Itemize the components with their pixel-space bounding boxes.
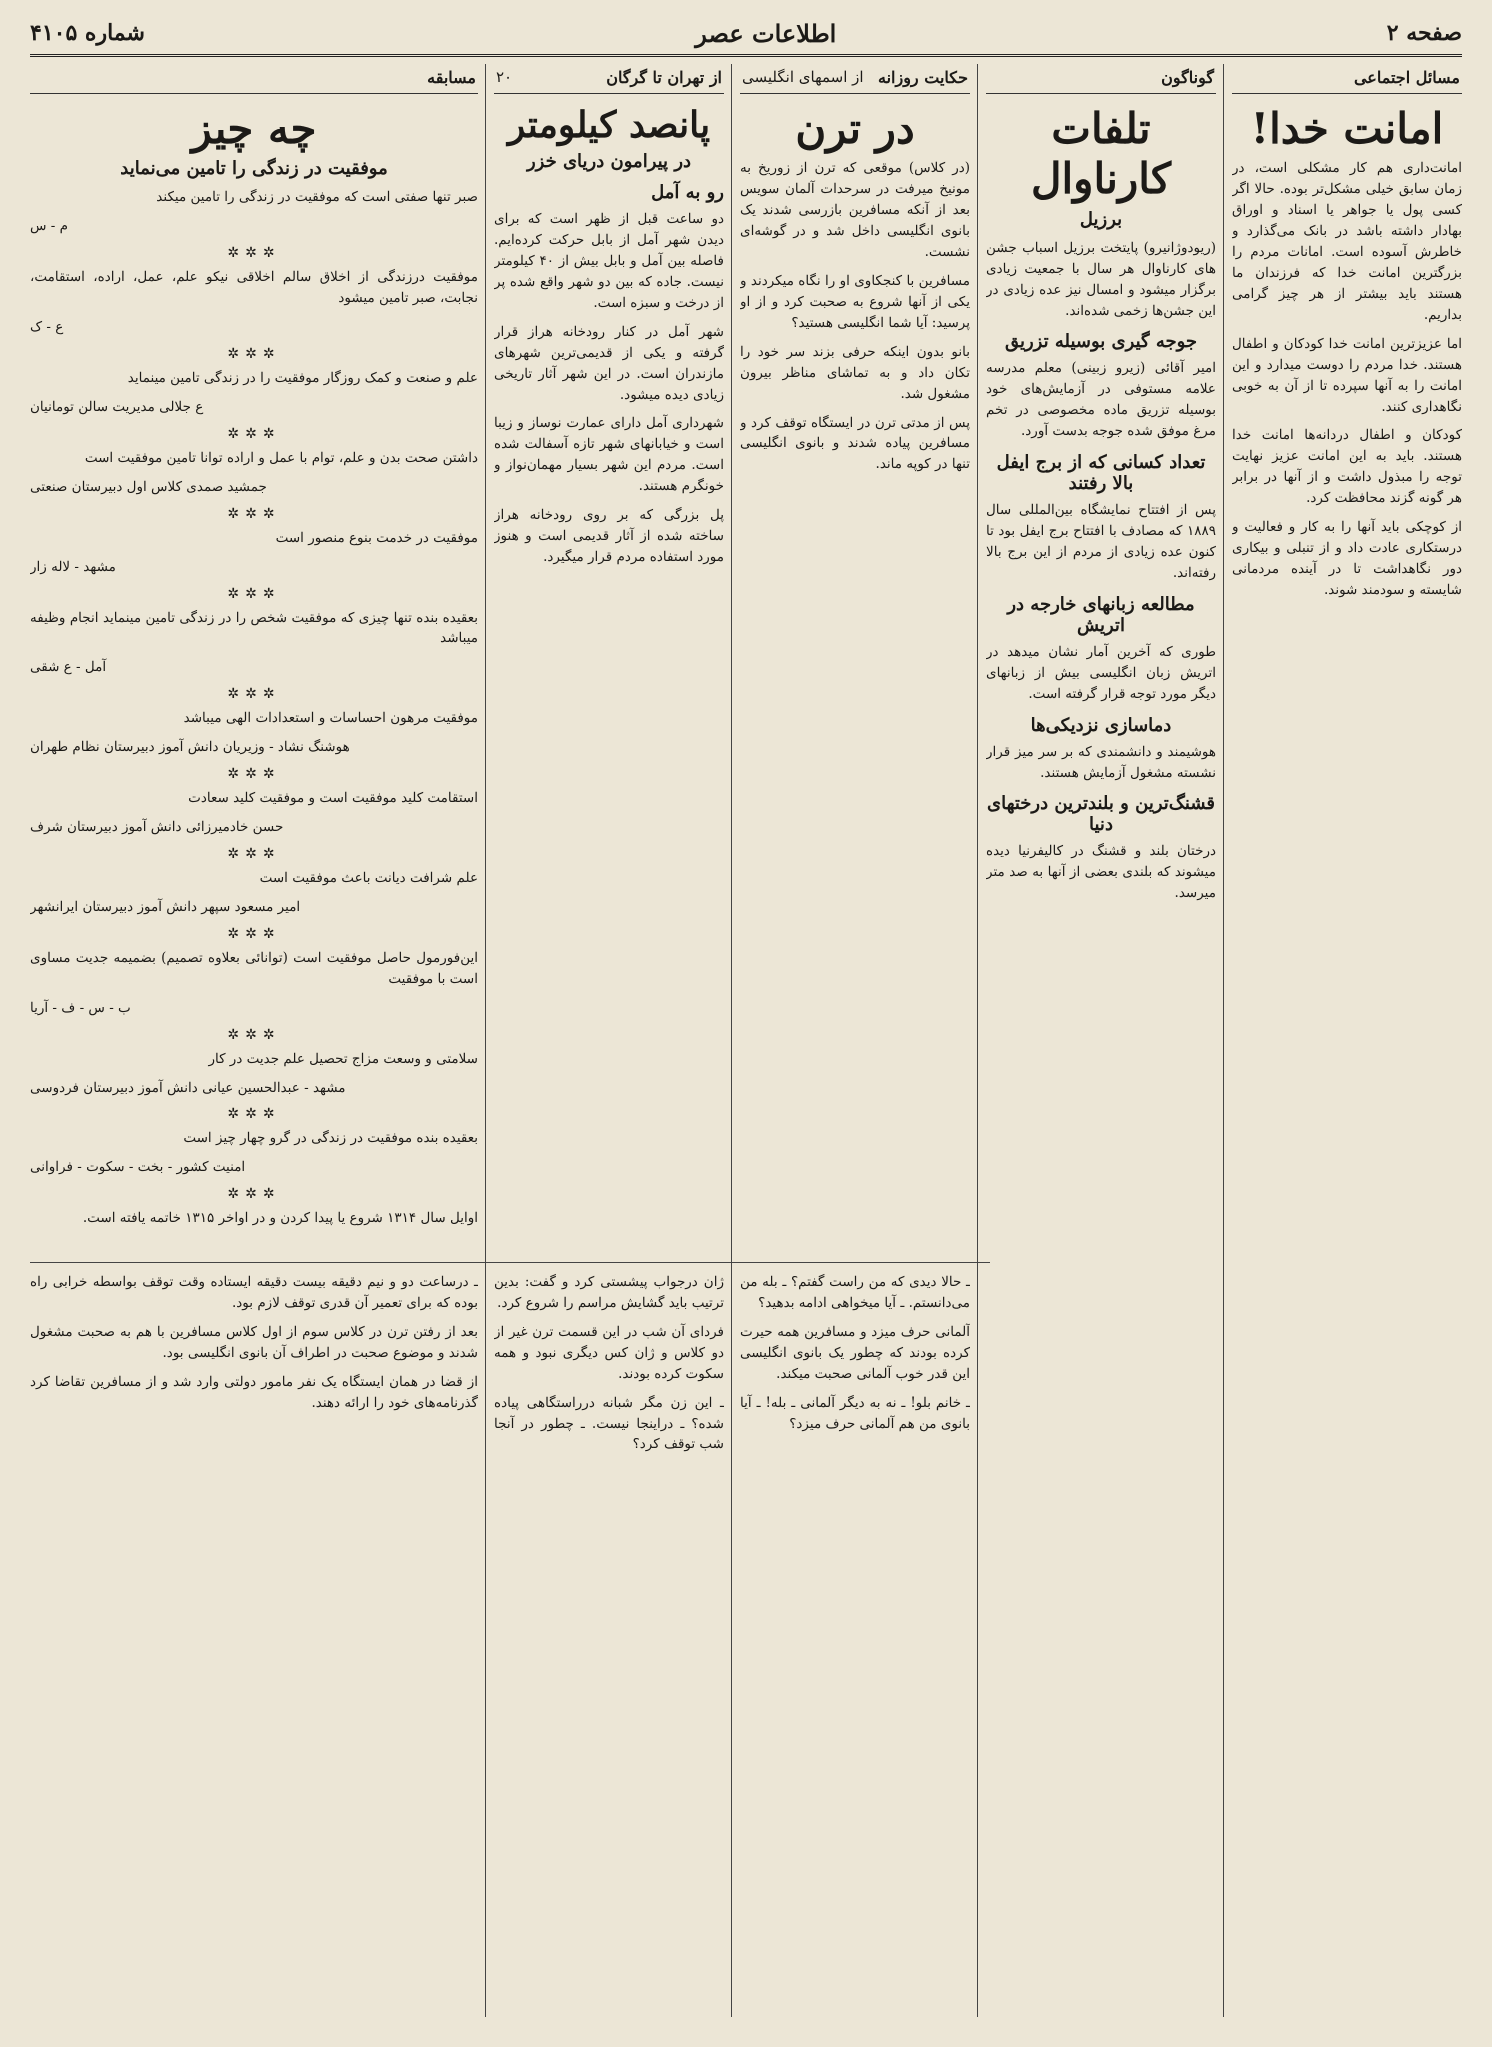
column-label-text: حکایت روزانه xyxy=(878,68,968,87)
contest-answer: موفقیت درزندگی از اخلاق سالم اخلاقی نیکو علم، عمل، اراده، استقامت، نجابت، صبر تامین میشود xyxy=(30,269,478,307)
article-paragraph: دو ساعت قبل از ظهر است که برای دیدن شهر آمل از بابل حرکت کرده‌ایم. فاصله بین آمل و بابل بیش از ۴۰ کیلومتر نیست. جاده که بین دو شهر واقع شده پر از درخت و سبزه است. xyxy=(494,211,724,311)
contest-signature: حسن خادمیرزائی دانش آموز دبیرستان شرف xyxy=(30,819,284,836)
contest-signature: جمشید صمدی کلاس اول دبیرستان صنعتی xyxy=(30,478,267,495)
contest-answer: سلامتی و وسعت مزاج تحصیل علم جدیت در کار xyxy=(208,1050,478,1067)
article-paragraph: ـ درساعت دو و نیم دقیقه بیست دقیقه ایستاده وقت توقف بواسطه خرابی راه بوده که برای تعمیر آن قدری توقف لازم بود. xyxy=(30,1274,478,1311)
column-divider xyxy=(1223,64,1224,2017)
section-title: جوجه گیری بوسیله تزریق xyxy=(1004,331,1198,353)
contest-answer: استقامت کلید موفقیت است و موفقیت کلید سعادت xyxy=(188,790,478,807)
article-headline: تلفات کارناوال xyxy=(1030,104,1172,204)
article-paragraph: امانت‌داری هم کار مشکلی است، در زمان سابق خیلی مشکل‌تر بوده. حالا اگر کسی پول یا جواهر یا اسناد و اوراق بهادار داشته باشد در بانک می‌گذارد و خاطرش آسوده است. امانات مردم را بزرگترین امانت خدا که فرزندان ما هستند باید بیشتر از هر چیز گرامی بداریم. xyxy=(1232,160,1462,323)
column-label-text: از تهران تا گرگان xyxy=(606,68,722,87)
newspaper-title: اطلاعات عصر xyxy=(695,18,837,48)
star-divider-icon: ✲✲✲ xyxy=(227,585,281,602)
star-divider-icon: ✲✲✲ xyxy=(227,686,281,703)
star-divider-icon: ✲✲✲ xyxy=(227,505,281,522)
star-divider-icon: ✲✲✲ xyxy=(227,845,281,862)
story-continuation xyxy=(30,1272,478,2012)
article-paragraph: درختان بلند و قشنگ در کالیفرنیا دیده میشوند که بلندی بعضی از آنها به صد متر میرسد. xyxy=(986,843,1216,902)
column-label-sub: ۲۰ xyxy=(496,68,513,86)
story-continuation xyxy=(494,1272,724,2012)
star-divider-icon: ✲✲✲ xyxy=(227,425,281,442)
star-divider-icon: ✲✲✲ xyxy=(227,1186,281,1203)
contest-signature: م - س xyxy=(30,218,68,235)
article-headline: چه چیز xyxy=(191,104,317,153)
contest-signature: آمل - ع شقی xyxy=(30,659,107,676)
article-headline: امانت خدا! xyxy=(1250,104,1444,153)
article-headline: پانصد کیلومتر xyxy=(507,104,711,146)
star-divider-icon: ✲✲✲ xyxy=(227,1026,281,1043)
contest-signature: هوشنگ نشاد - وزیریان دانش آموز دبیرستان نظام طهران xyxy=(30,739,350,756)
contest-answer: داشتن صحت بدن و علم، توام با عمل و اراده توانا تامین موفقیت است xyxy=(84,449,478,466)
contest-answer: بعقیده بنده موفقیت در زندگی در گرو چهار چیز است xyxy=(183,1130,478,1147)
contest-answer: بعقیده بنده تنها چیزی که موفقیت شخص را در زندگی تامین مینماید انجام وظیفه میباشد xyxy=(30,609,478,647)
contest-answer: موفقیت در خدمت بنوع منصور است xyxy=(275,529,478,546)
column-miscellany xyxy=(986,64,1216,2014)
story-continuation xyxy=(740,1272,970,2012)
section-title: مطالعه زبانهای خارجه در اتریش xyxy=(1007,593,1195,636)
article-paragraph: طوری که آخرین آمار نشان میدهد در اتریش زبان انگلیسی بیش از زبانهای دیگر مورد توجه قرار گرفته است. xyxy=(986,643,1216,702)
issue-number: شماره ۴۱۰۵ xyxy=(30,20,145,46)
column-label xyxy=(494,64,724,94)
star-divider-icon: ✲✲✲ xyxy=(227,245,281,262)
masthead xyxy=(30,12,1462,57)
article-paragraph: امیر آقائی (زیرو زبینی) معلم مدرسه علامه مستوفی در آزمایش‌های خود بوسیله تزریق ماده مخصوصی در تخم مرغ موفق شده جوجه بدست آورد. xyxy=(986,360,1216,440)
contest-answer: این‌فورمول حاصل موفقیت است (توانائی بعلاوه تصمیم) بضمیمه جدیت مساوی است با موفقیت xyxy=(30,949,478,987)
article-headline: در ترن xyxy=(795,104,915,153)
column-social xyxy=(1232,64,1462,2014)
contest-answer: موفقیت مرهون احساسات و استعدادات الهی میباشد xyxy=(183,710,478,727)
contest-signature: امیر مسعود سپهر دانش آموز دبیرستان ایرانشهر xyxy=(30,898,301,915)
contest-signature: ع جلالی مدیریت سالن تومانیان xyxy=(30,398,204,415)
article-paragraph: بانو بدون اینکه حرفی بزند سر خود را تکان داد و به تماشای مناظر بیرون مشغول شد. xyxy=(740,343,970,402)
article-paragraph: پس از مدتی ترن در ایستگاه توقف کرد و مسافرین پیاده شدند و بانوی انگلیسی تنها در کوپه ماند. xyxy=(740,414,970,473)
column-label: مسابقه xyxy=(30,64,478,94)
article-paragraph: بعد از رفتن ترن در کلاس سوم از اول کلاس مسافرین با هم به صحبت مشغول شدند و موضوع صحبت در اطراف آن بانوی انگلیسی بود. xyxy=(30,1323,478,1361)
article-paragraph: شهر آمل در کنار رودخانه هراز قرار گرفته و یکی از قدیمی‌ترین شهرهای مازندران است. در این شهر آثار تاریخی زیادی دیده میشود. xyxy=(494,323,724,403)
article-paragraph: پس از افتتاح نمایشگاه بین‌المللی سال ۱۸۸۹ که مصادف با افتتاح برج ایفل بود تا کنون عده زیادی از مردم از این برج بالا رفته‌اند. xyxy=(986,502,1216,581)
star-divider-icon: ✲✲✲ xyxy=(227,1106,281,1123)
contest-answer: علم شرافت دیانت باعث موفقیت است xyxy=(259,869,478,886)
article-paragraph: از قضا در همان ایستگاه یک نفر مامور دولتی وارد شد و از مسافرین تقاضا کرد گذرنامه‌های خود را ارائه دهند. xyxy=(30,1373,478,1411)
section-title: رو به آمل xyxy=(651,182,724,204)
section-divider xyxy=(30,1262,990,1263)
column-divider xyxy=(977,64,978,2017)
article-paragraph: مسافرین با کنجکاوی او را نگاه میکردند و یکی از آنها شروع به صحبت کرد و از او پرسید: آیا شما انگلیسی هستید؟ xyxy=(740,273,970,331)
column-label xyxy=(740,64,970,94)
article-dateline: برزیل xyxy=(1079,208,1123,230)
column-label: گوناگون xyxy=(986,64,1216,94)
article-paragraph: ـ خانم بلو! ـ نه به دیگر آلمانی ـ بله! ـ آیا بانوی من هم آلمانی حرف میزد؟ xyxy=(740,1394,970,1432)
column-label-sub: از اسمهای انگلیسی xyxy=(742,68,864,86)
section-title: قشنگ‌ترین و بلندترین درختهای دنیا xyxy=(987,793,1215,836)
page-number: صفحه ۲ xyxy=(1386,20,1462,46)
article-paragraph: ژان درجواب پیشستی کرد و گفت: بدین ترتیب باید گشایش مراسم را شروع کرد. xyxy=(494,1274,724,1311)
article-paragraph: (در کلاس) موقعی که ترن از زوریخ به مونیخ میرفت در سرحدات آلمان سویس بعد از آنکه مسافرین بازرسی شدند یک بانوی انگلیسی داخل شد و در گوشه‌ای نشست. xyxy=(740,160,970,261)
contest-signature: ب - س - ف - آریا xyxy=(30,999,131,1016)
star-divider-icon: ✲✲✲ xyxy=(227,766,281,783)
column-travel xyxy=(494,64,724,1254)
column-divider xyxy=(731,64,732,2017)
contest-signature: امنیت کشور - بخت - سکوت - فراوانی xyxy=(30,1159,246,1176)
article-paragraph: ـ این زن مگر شبانه درراستگاهی پیاده شده؟ ـ دراینجا نیست. ـ چطور در آنجا شب توقف کرد؟ xyxy=(494,1394,724,1453)
contest-signature: مشهد - لاله زار xyxy=(30,558,116,575)
column-divider xyxy=(485,1272,486,2017)
contest-signature: ع - ک xyxy=(30,319,64,336)
article-paragraph: هوشیمند و دانشمندی که بر سر میز قرار نشسته مشغول آزمایش هستند. xyxy=(986,743,1216,781)
article-paragraph: شهرداری آمل دارای عمارت نوساز و زیبا است و خیابانهای شهر تازه آسفالت شده است. مردم این شهر بسیار مهمان‌نواز و خونگرم هستند. xyxy=(494,415,724,495)
column-contest xyxy=(30,64,478,1254)
column-daily-story xyxy=(740,64,970,1254)
article-paragraph: (ریودوژانیرو) پایتخت برزیل اسباب جشن های کارناوال هر سال با جمعیت زیادی برگزار میشود و امسال نیز عده زیادی در این جشن‌ها زخمی شده‌اند. xyxy=(986,239,1216,319)
article-paragraph: کودکان و اطفال دردانه‌ها امانت خدا هستند. باید به این امانت عزیز نهایت توجه را مبذول داشت و از آنها در برابر هر گونه گزند محافظت کرد. xyxy=(1232,427,1462,507)
article-paragraph: ـ حالا دیدی که من راست گفتم؟ ـ بله من می‌دانستم. ـ آیا میخواهی ادامه بدهید؟ xyxy=(740,1274,970,1311)
contest-answer: علم و صنعت و کمک روزگار موفقیت را در زندگی تامین مینماید xyxy=(127,370,478,386)
contest-signature: مشهد - عبدالحسین عیانی دانش آموز دبیرستان فردوسی xyxy=(30,1079,346,1096)
article-subhead: در پیرامون دریای خزر xyxy=(526,151,692,173)
section-title: دماسازی نزدیکی‌ها xyxy=(1030,714,1172,736)
article-paragraph: اما عزیزترین امانت خدا کودکان و اطفال هستند. خدا مردم را دوست میدارد و این امانت را به آنها سپرده تا از آن به خوبی نگاهداری کنند. xyxy=(1232,335,1462,415)
star-divider-icon: ✲✲✲ xyxy=(227,925,281,942)
section-title: تعداد کسانی که از برج ایفل بالا رفتند xyxy=(996,452,1206,495)
article-paragraph: آلمانی حرف میزد و مسافرین همه حیرت کرده بودند که چطور یک بانوی انگلیسی این قدر خوب آلمانی صحبت میکند. xyxy=(740,1323,970,1382)
star-divider-icon: ✲✲✲ xyxy=(227,346,281,362)
article-paragraph: پل بزرگی که بر روی رودخانه هراز ساخته شده از آثار قدیمی است و هنوز مورد استفاده مردم قرار میگیرد. xyxy=(494,507,724,566)
contest-answer: صبر تنها صفتی است که موفقیت در زندگی را تامین میکند xyxy=(156,189,478,206)
contest-footer: اوایل سال ۱۳۱۴ شروع یا پیدا کردن و در اواخر ۱۳۱۵ خاتمه یافته است. xyxy=(82,1210,478,1227)
article-paragraph: از کوچکی باید آنها را به کار و فعالیت و درستکاری عادت داد و از تنبلی و بیکاری دور نگاهداشت تا در آینده مردمانی شایسته و سودمند شوند. xyxy=(1232,519,1462,598)
column-label: مسائل اجتماعی xyxy=(1232,64,1462,94)
article-subhead: موفقیت در زندگی را تامین می‌نماید xyxy=(120,158,388,180)
article-paragraph: فردای آن شب در این قسمت ترن غیر از دو کلاس و ژان کس دیگری نبود و همه سکوت کرده بودند. xyxy=(494,1323,724,1382)
